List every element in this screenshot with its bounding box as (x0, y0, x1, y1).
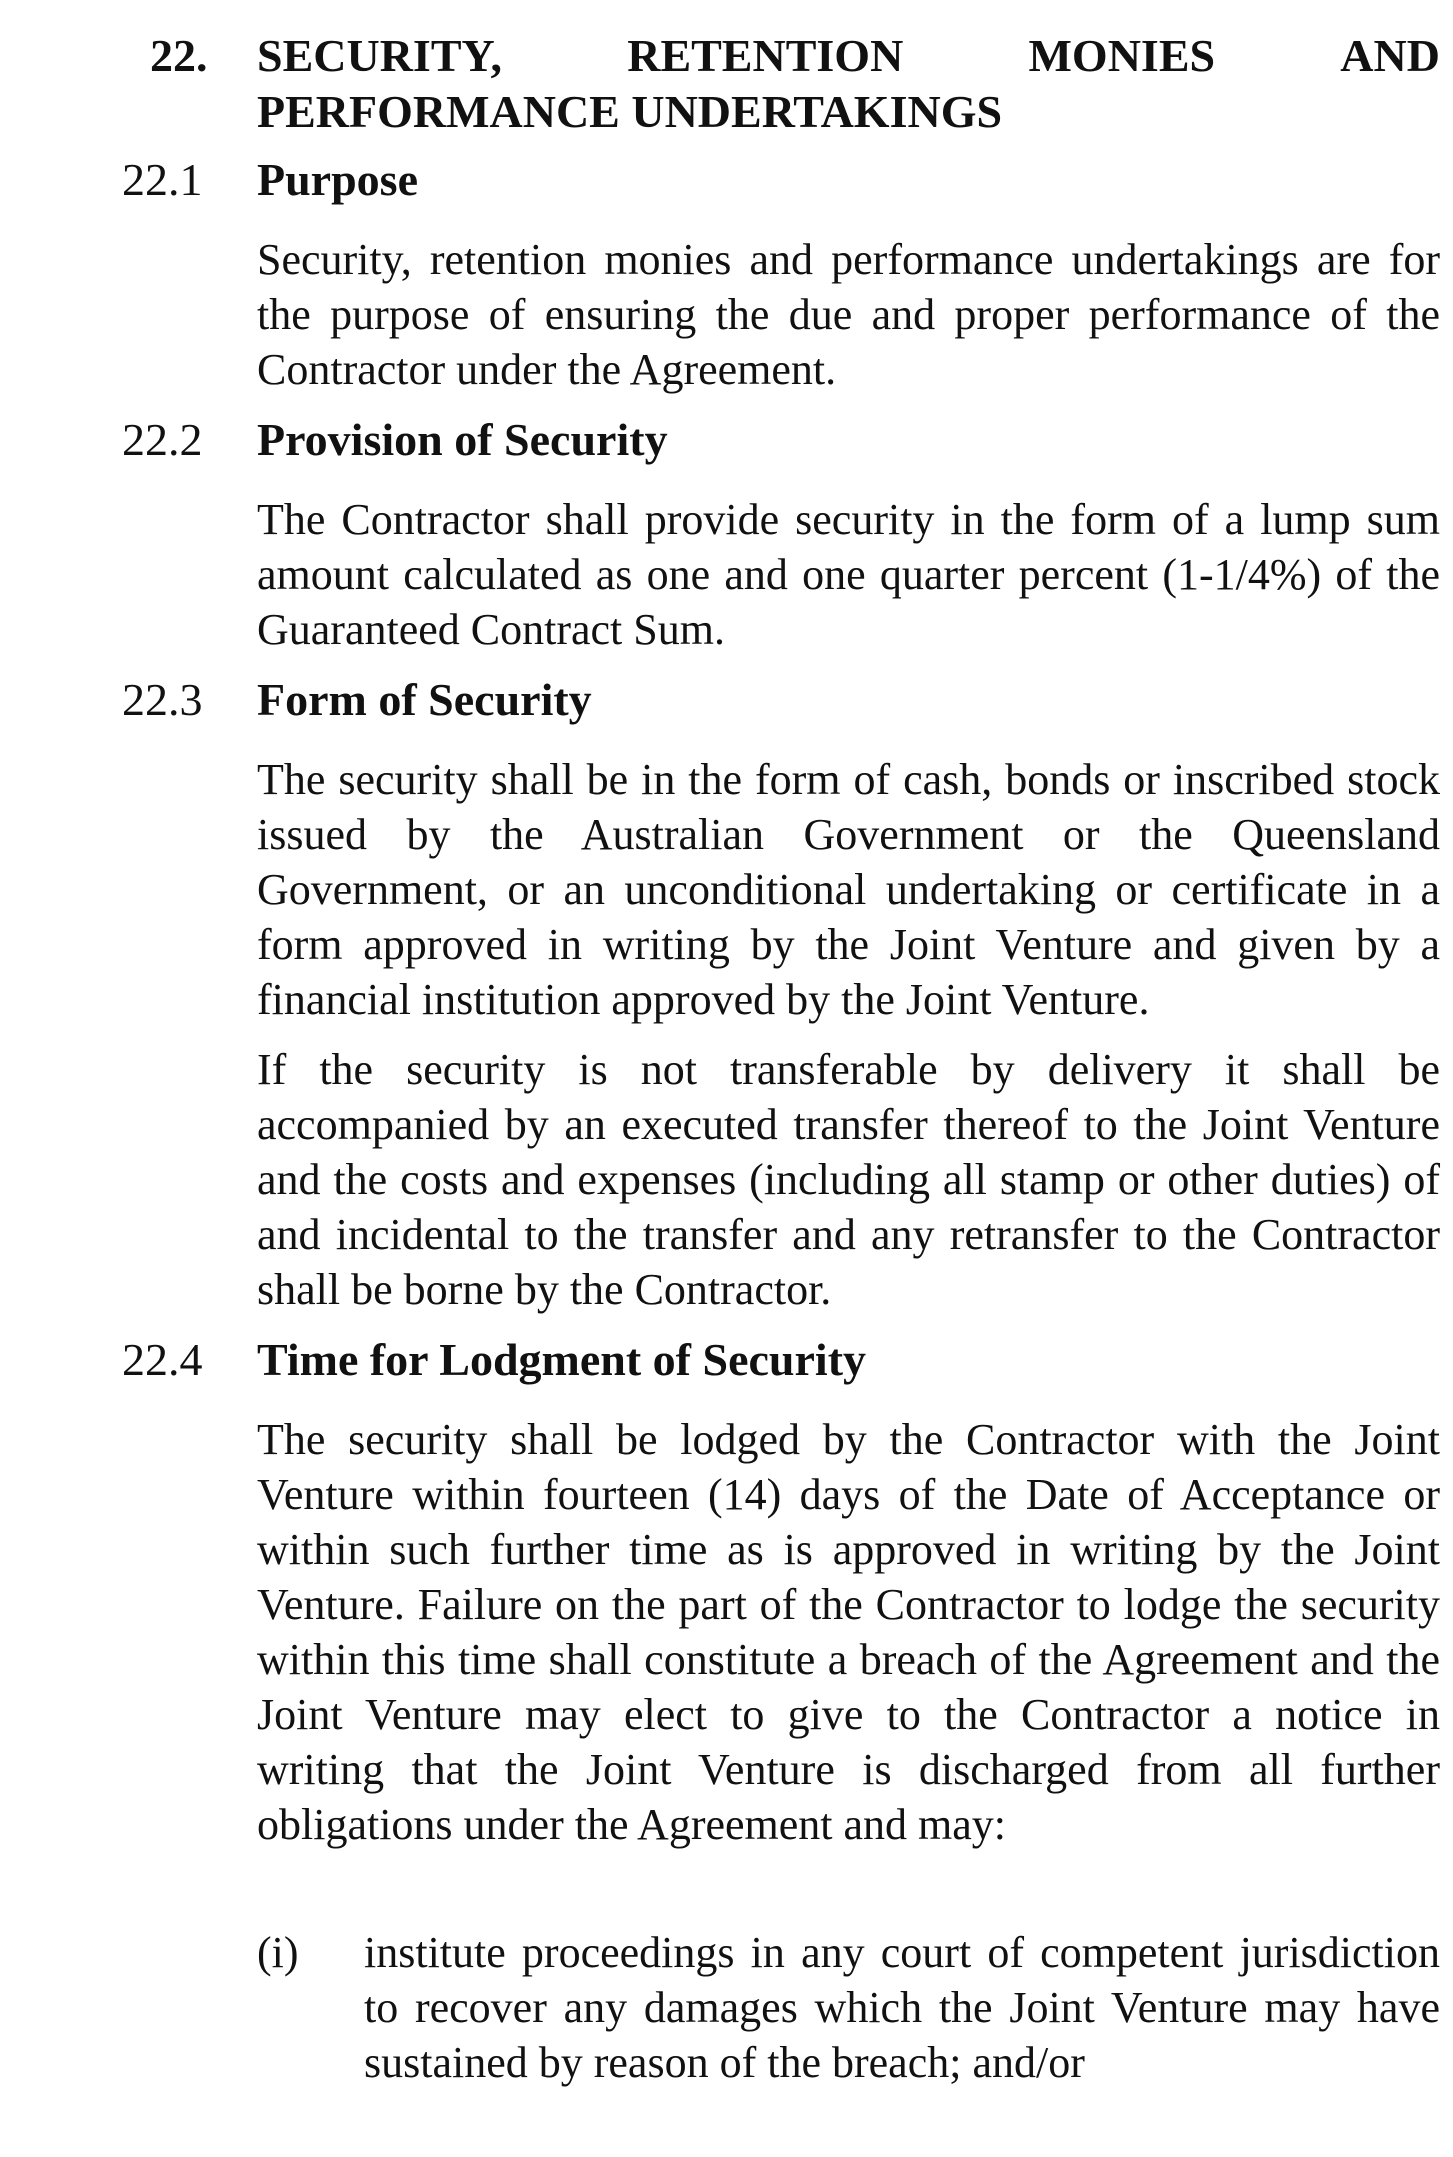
section-number-22-2: 22.2 (122, 414, 203, 465)
paragraph-purpose: Security, retention monies and performance undertakings are for the purpose of ensuring the due and proper performance of the Contractor under the Agreement. (257, 235, 1440, 394)
paragraph-provision-of-security: The Contractor shall provide security in the form of a lump sum amount calculated as one and one quarter percent (1-1/4%) of the Guaranteed Contract Sum. (257, 495, 1440, 654)
paragraph-transfer-of-security: If the security is not transferable by delivery it shall be accompanied by an executed transfer thereof to the Joint Venture and the costs and expenses (including all stamp or other duties) of and incidental to the transfer and any retransfer to the Contractor shall be borne by the Contractor. (257, 1045, 1440, 1314)
section-number-22-1: 22.1 (122, 154, 203, 205)
clause-title-word: AND (1340, 30, 1440, 81)
clause-title-word: RETENTION (627, 30, 904, 81)
section-title-provision-of-security: Provision of Security (257, 414, 668, 465)
section-title-form-of-security: Form of Security (257, 674, 592, 725)
clause-title (257, 28, 1440, 140)
clause-title-word: SECURITY, (257, 30, 503, 81)
list-item-text: institute proceedings in any court of competent jurisdiction to recover any damages which the Joint Venture may have sustained by reason of the breach; and/or (364, 1928, 1440, 2087)
section-number-22-4: 22.4 (122, 1334, 203, 1385)
paragraph-form-of-security: The security shall be in the form of cash, bonds or inscribed stock issued by the Australian Government or the Queensland Government, or an unconditional undertaking or certificate in a form approved in writing by the Joint Venture and given by a financial institution approved by the Joint Venture. (257, 755, 1440, 1024)
clause-number: 22. (150, 30, 208, 81)
section-title-time-for-lodgment: Time for Lodgment of Security (257, 1334, 867, 1385)
paragraph-time-for-lodgment: The security shall be lodged by the Contractor with the Joint Venture within fourteen (14) days of the Date of Acceptance or within such further time as is approved in writing by the Joint Venture. Failure on the part of the Contractor to lodge the security within this time shall constitute a breach of the Agreement and the Joint Venture may elect to give to the Contractor a notice in writing that the Joint Venture is discharged from all further obligations under the Agreement and may: (257, 1415, 1440, 1849)
clause-title-word: MONIES (1028, 30, 1216, 81)
clause-title-line-1 (257, 28, 1440, 84)
clause-title-line-2: PERFORMANCE UNDERTAKINGS (257, 86, 1003, 137)
list-item-label: (i) (257, 1928, 299, 1977)
section-number-22-3: 22.3 (122, 674, 203, 725)
section-title-purpose: Purpose (257, 154, 418, 205)
